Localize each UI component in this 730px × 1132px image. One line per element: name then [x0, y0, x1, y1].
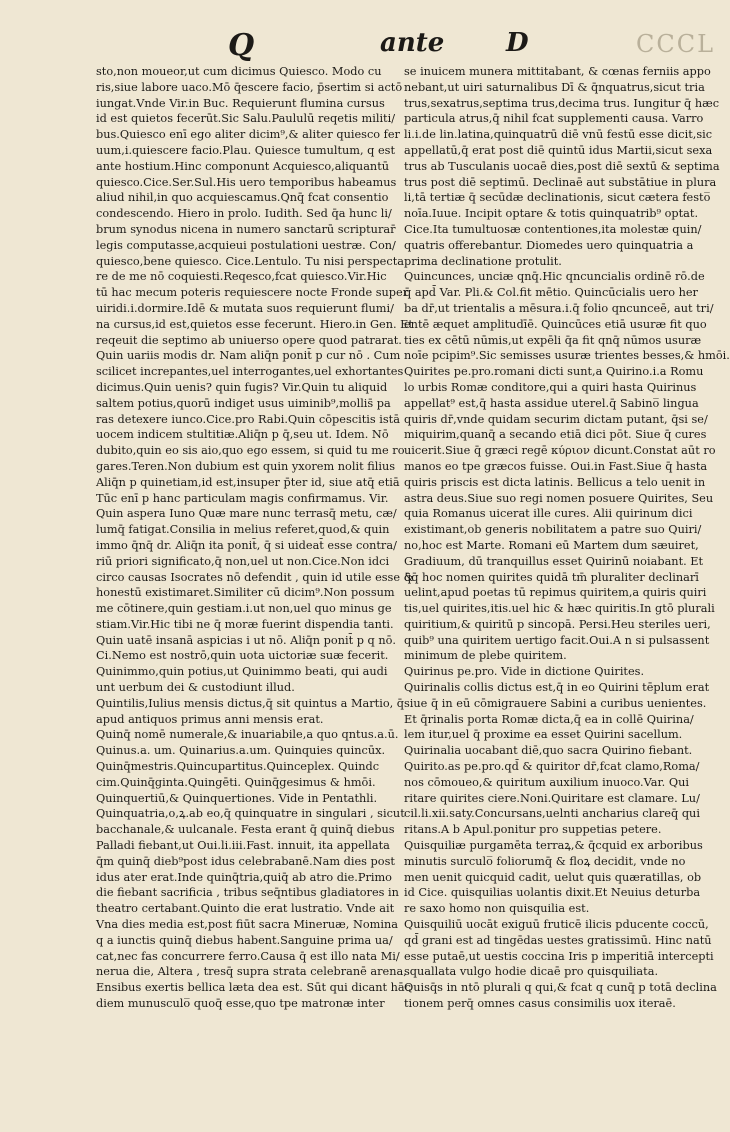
text-line: astra deus.Siue suo regi nomen posuere Quirites, Seu	[404, 491, 714, 505]
header-letter: Q	[228, 28, 255, 63]
text-line: ritans.A b Apul.ponitur pro suppetias petere.	[404, 823, 662, 837]
text-line: re saxo homo non quisquilia est.	[404, 902, 590, 916]
text-line: trus,sexatrus,septima trus,decima trus. Iungitur q̄ hæc	[404, 96, 720, 110]
text-line: appellatū,q̄ erat post diē quintū idus Martii,sicut sexa	[404, 143, 713, 157]
text-line: bus.Quiesco enī ego aliter dicim⁹,& aliter quiesco fer	[96, 128, 400, 142]
text-line: cat,nec fas concurrere ferro.Causa q̄ est illo nata Mi/	[96, 949, 400, 963]
text-line: ties ex cētū nūmis,ut expēli q̄a fit qnq̄ nūmos usuræ	[404, 333, 702, 347]
text-line: particula atrus,q̄ nihil fcat supplementi causa. Varro	[404, 112, 704, 126]
text-line: Quirites pe.pro.romani dicti sunt,a Quirino.i.a Romu	[404, 365, 704, 379]
text-line: id est quietos fecerūt.Sic Salu.Paululū reqetis militi/	[96, 112, 396, 126]
text-line: li.i.de lin.latina,quinquatrū diē vnū festū esse dicit,sic	[404, 128, 713, 142]
text-line: ba dr̄,ut trientalis a mēsura.i.q̄ folio qncunceē, aut tri/	[404, 301, 714, 315]
text-line: uocem indicem stultitiæ.Aliq̄n p q̄,seu ut. Idem. Nō	[96, 428, 389, 442]
text-line: q̄q̄ hoc nomen quirites quidā tm̄ pluraliter declinarī	[404, 570, 699, 584]
text-line: uum,i.quiescere facio.Plau. Quiesce tumultum, q est	[96, 143, 396, 157]
text-line: existimant,ob generis nobilitatem a patre suo Quiri/	[404, 523, 702, 537]
text-line: lo urbis Romæ conditore,qui a quiri hasta Quirinus	[404, 380, 697, 394]
text-line: honestū existimaret.Similiter cū dicim⁹.Non possum	[96, 586, 395, 600]
text-line: Cice.Ita tumultuosæ contentiones,ita molestæ quin/	[404, 222, 702, 236]
text-line: unt uerbum dei & custodiunt illud.	[96, 681, 295, 695]
text-line: Gradiuum, dū tranquillus esset Quirinū noiabant. Et	[404, 554, 704, 568]
text-line: uicerit.Siue q̄ græci regē κύριον dicunt.Constat aūt ro	[404, 444, 716, 458]
text-line: quatris offerebantur. Diomedes uero quinquatria a	[404, 238, 694, 252]
text-line: ras detexere iunco.Cice.pro Rabi.Quin cōpescitis istā	[96, 412, 400, 426]
text-line: squallata vulgo hodie dicaē pro quisquiliata.	[404, 965, 659, 979]
text-line: noīa.Iuue. Incipit optare & totis quinquatrib⁹ optat.	[404, 207, 699, 221]
text-line: q̄ apd̄ Var. Pli.& Col.fit mētio. Quincūcialis uero her	[404, 286, 698, 300]
text-line: reqeuit die septimo ab uniuerso opere quod patrarat.	[96, 333, 402, 347]
text-line: Ensibus exertis bellica læta dea est. Sūt qui dicant hāc	[96, 981, 411, 995]
text-line: Et q̄rinalis porta Romæ dicta,q̄ ea in collē Quirina/	[404, 712, 694, 726]
text-line: q̄m quinq̄ dieb⁹post idus celebrabanē.Nam dies post	[96, 854, 395, 868]
text-line: miquirim,quanq̄ a secando etiā dici pōt. Siue q̄ cures	[404, 428, 707, 442]
text-line: quia Romanus uicerat ille cures. Alii quirinum dici	[404, 507, 693, 521]
text-line: scilicet increpantes,uel interrogantes,uel exhortantes	[96, 365, 404, 379]
text-line: Quinq̄mestris.Quincupartitus.Quinceplex. Quindc	[96, 760, 380, 774]
text-line: manos eo tpe græcos fuisse. Oui.in Fast.Siue q̄ hasta	[404, 459, 708, 473]
text-line: diem munusculo̅ quoq̄ esse,quo tpe matronæ inter	[96, 997, 385, 1011]
text-line: ritare quirites ciere.Noni.Quiritare est clamare. Lu/	[404, 791, 700, 805]
text-line: quiesco,bene quiesco. Cice.Lentulo. Tu nisi perspecta	[96, 254, 404, 268]
text-line: saltem potius,quorū indiget usus uiminib⁹,mollis̄ pa	[96, 396, 391, 410]
text-line: stiam.Vir.Hic tibi ne q̄ moræ fuerint dispendia tanti.	[96, 617, 394, 631]
text-line: Vna dies media est,post fiūt sacra Mineruæ, Nomina	[96, 918, 398, 932]
text-line: minutis surculo̅ foliorumq̄ & floꝝ decidit, vnde no	[404, 854, 686, 868]
text-line: aliud nihil,in quo acquiescamus.Qnq̄ fcat consentio	[96, 191, 389, 205]
text-line: quiritium,& quiritū p sincopā. Persi.Heu steriles ueri,	[404, 617, 711, 631]
text-line: cil.li.xii.saty.Concursans,uelnti ancharius clareq̄ qui	[404, 807, 700, 821]
text-line: ris,siue labore uaco.Mō q̄escere facio, p̄sertim si actō	[96, 80, 403, 94]
text-line: apud antiquos primus anni mensis erat.	[96, 712, 324, 726]
text-line: Quinus.a. um. Quinarius.a.um. Quinquies quincūx.	[96, 744, 386, 758]
text-line: theatro certabant.Quinto die erat lustratio. Vnde ait	[96, 902, 395, 916]
text-line: lem itur,uel q̄ proxime ea esset Quirini sacellum.	[404, 728, 683, 742]
text-line: trus ab Tusculanis uocaē dies,post diē sextū & septima	[404, 159, 720, 173]
gutter-numeral: CCCL	[636, 30, 716, 58]
text-line: Quirinalis collis dictus est,q̄ in eo Quirini tēplum erat	[404, 681, 710, 695]
text-line: se inuicem munera mittitabant, & cœnas ferniis appo	[404, 65, 711, 78]
text-line: qd̄ grani est ad tingēdas uestes gratissimū. Hinc natū	[404, 933, 712, 947]
text-line: id Cice. quisquilias uolantis dixit.Et Neuius deturba	[404, 886, 701, 900]
text-line: Quinquertiū,& Quinquertiones. Vide in Pentathli.	[96, 791, 378, 805]
text-line: Quirinus pe.pro. Vide in dictione Quirites.	[404, 665, 645, 679]
text-line: uelint,apud poetas tū repimus quiritem,a quiris quiri	[404, 586, 707, 600]
text-line: sto,non moueor,ut cum dicimus Quiesco. Modo cu	[96, 65, 382, 78]
text-line: minimum de plebe quiritem.	[404, 649, 567, 663]
text-line: quiesco.Cice.Ser.Sul.His uero temporibus habeamus	[96, 175, 397, 189]
text-line: cim.Quinq̄ginta.Quingēti. Quinq̄gesimus & hmōi.	[96, 775, 376, 789]
text-line: Quintilis,Iulius mensis dictus,q̄ sit quintus a Martio, q̄	[96, 696, 405, 710]
text-line: esse putaē,ut uestis coccina Iris p imperitiā intercepti	[404, 949, 714, 963]
text-line: nos cōmoueo,& quiritum auxilium inuoco.Var. Qui	[404, 775, 689, 789]
text-line: condescendo. Hiero in prolo. Iudith. Sed q̄a hunc li/	[96, 207, 392, 221]
text-line: idus ater erat.Inde quinq̄tria,quiq̄ ab atro die.Primo	[96, 870, 392, 884]
header-mark: D	[506, 28, 529, 58]
text-line: Quirinalia uocabant diē,quo sacra Quirino fiebant.	[404, 744, 693, 758]
text-line: li,tā tertiæ q̄ secūdæ declinationis, sicut cætera festo̅	[404, 191, 711, 205]
text-line: die fiebant sacrificia , tribus seq̄ntibus gladiatores in	[96, 886, 399, 900]
text-line: Quisq̄s in ntō plurali q qui,& fcat q cunq̄ p totā declina	[404, 981, 717, 995]
text-line: entē æquet amplitudīē. Quincūces etiā usuræ fit quo	[404, 317, 707, 331]
text-line: quib⁹ una quiritem uertigo facit.Oui.A n si pulsassent	[404, 633, 710, 647]
text-line: tionem perq̄ omnes casus consimilis uox iteraē.	[404, 997, 676, 1011]
text-line: Quin uariis modis dr. Nam aliq̄n ponit̄ p cur nō . Cum	[96, 349, 401, 363]
text-line: no,hoc est Marte. Romani eū Martem dum sæuiret,	[404, 538, 699, 552]
text-line: Quin uatē insanā aspicias i ut nō. Aliq̄n ponit̄ p q nō.	[96, 633, 397, 647]
header-word: ante	[380, 28, 445, 58]
text-line: Quirito.as pe.pro.qd̄ & quiritor dr̄,fcat clamo,Roma/	[404, 760, 700, 774]
text-line: lumq̄ fatigat.Consilia in melius referet,quod,& quin	[96, 523, 390, 537]
text-line: quiris priscis est dicta latinis. Bellicus a telo uenit in	[404, 475, 706, 489]
text-line: noīe pcipim⁹.Sic semisses usuræ trientes besses,& hmōi.	[404, 349, 730, 363]
text-line: riū priori significato,q̄ non,uel ut non.Cice.Non idci	[96, 554, 390, 568]
text-line: trus post diē septimū. Declinaē aut substātiue in plura	[404, 175, 717, 189]
text-line: gares.Teren.Non dubium est quin yxorem nolit filius	[96, 459, 396, 473]
text-line: appellat⁹ est,q̄ hasta assidue uterel.q̄ Sabino̅ lingua	[404, 396, 699, 410]
text-line: nerua die, Altera , tresq̄ supra strata celebranē arena,	[96, 965, 407, 979]
text-line: circo causas Isocrates nō defendit , quin id utile esse &	[96, 570, 414, 584]
text-line: Tūc enī p hanc particulam magis confirmamus. Vir.	[96, 491, 389, 505]
text-line: prima declinatione protulit.	[404, 254, 562, 268]
text-line: Quinimmo,quin potius,ut Quinimmo beati, qui audi	[96, 665, 388, 679]
text-line: uiridi.i.dormire.Idē & mutata suos requierunt flumi/	[96, 301, 394, 315]
text-line: siue q̄ in eū cōmigrauere Sabini a curibus uenientes.	[404, 696, 707, 710]
text-line: legis computasse,acquieui postulationi uestræ. Con/	[96, 238, 396, 252]
text-line: bacchanale,& uulcanale. Festa erant q̄ quinq̄ diebus	[96, 823, 395, 837]
text-line: iungat.Vnde Vir.in Buc. Requierunt flumina cursus	[96, 96, 385, 110]
text-line: Quinq̄ nomē numerale,& inuariabile,a quo qntus.a.ū.	[96, 728, 399, 742]
text-line: Quinquatria,o,ꝝ.ab eo,q̄ quinquatre in singulari , sicut	[96, 807, 405, 821]
text-line: immo q̄nq̄ dr. Aliq̄n ita ponit̄, q̄ si uideat̄ esse contra/	[96, 538, 397, 552]
text-line: Quincunces, unciæ qnq̄.Hic qncuncialis ordinē rō.de	[404, 270, 705, 284]
text-line: Quisquiliæ purgamēta terraꝝ,& q̄cquid ex arboribus	[404, 839, 703, 853]
right-column	[404, 64, 730, 1012]
text-line: q a iunctis quinq̄ diebus habent.Sanguine prima ua/	[96, 933, 393, 947]
text-line: Ci.Nemo est nostrō,quin uota uictoriæ suæ fecerit.	[96, 649, 389, 663]
left-column	[96, 64, 414, 1012]
text-line: Quin aspera Iuno Quæ mare nunc terrasq̄ metu, cæ/	[96, 507, 397, 521]
text-line: nebant,ut uiri saturnalibus Dī & q̄nquatrus,sicut tria	[404, 80, 705, 94]
text-line: Quisquiliū uocāt exiguū fruticē ilicis pducente coccū,	[404, 918, 709, 932]
text-line: brum synodus nicena in numero sanctarū scripturar̄	[96, 222, 396, 236]
text-line: tis,uel quirites,itis.uel hic & hæc quiritis.In gtō plurali	[404, 602, 715, 616]
text-line: quiris dr̄,vnde quidam securim dictam putant, q̄si se/	[404, 412, 708, 426]
text-line: ante hostium.Hinc componunt Acquiesco,aliquantū	[96, 159, 390, 173]
text-line: me cōtinere,quin gestiam.i.ut non,uel quo minus ge	[96, 602, 392, 616]
text-line: re de me nō coquiesti.Reqesco,fcat quiesco.Vir.Hic	[96, 270, 387, 284]
text-line: Aliq̄n p quinetiam,id est,insuper p̄ter id, siue atq̄ etiā	[96, 475, 400, 489]
page-header	[0, 28, 716, 68]
text-line: Palladi fiebant,ut Oui.li.iii.Fast. innuit, ita appellata	[96, 839, 390, 853]
text-line: tū hac mecum poteris requiescere nocte Fronde super	[96, 286, 409, 300]
text-line: men uenit quicquid cadit, uelut quis quæratillas, ob	[404, 870, 702, 884]
text-line: dicimus.Quin uenis? quin fugis? Vir.Quin tu aliquid	[96, 380, 388, 394]
text-line: dubito,quin eo sis aio,quo ego essem, si quid tu me ro	[96, 444, 405, 458]
text-line: na cursus,id est,quietos esse fecerunt. Hiero.in Gen. Et	[96, 317, 413, 331]
